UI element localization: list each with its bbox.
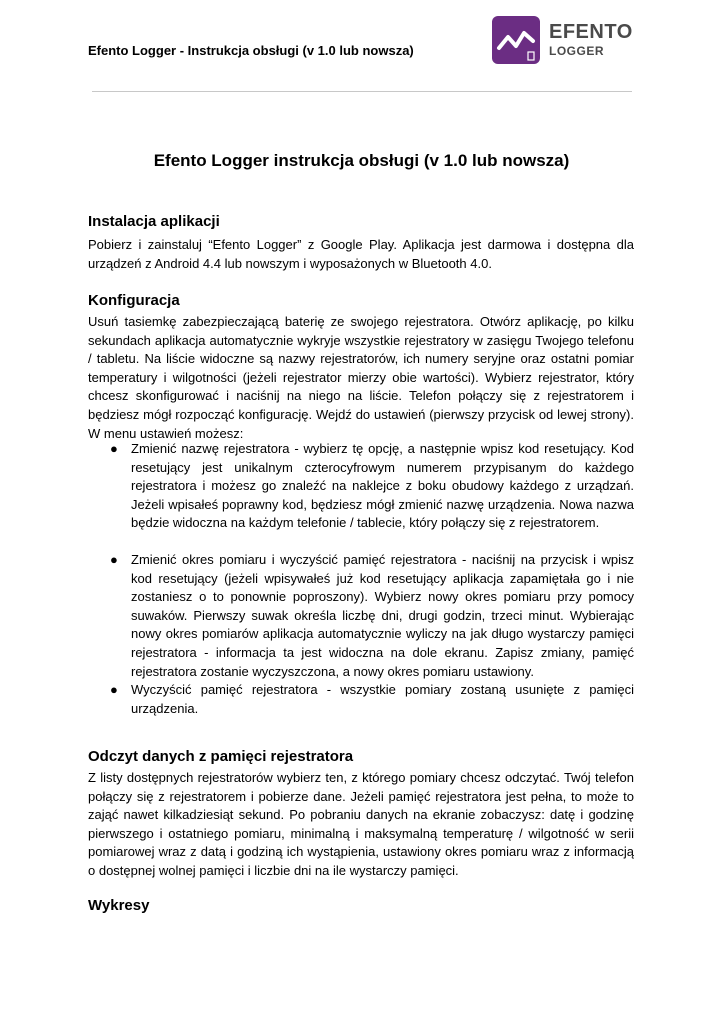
logo-mark: [492, 16, 540, 64]
wave-icon: [492, 16, 540, 64]
running-header: Efento Logger - Instrukcja obsługi (v 1.0 lub nowsza): [88, 43, 414, 58]
list-item: [88, 440, 634, 551]
read-paragraph: Z listy dostępnych rejestratorów wybierz ten, z którego pomiary chcesz odczytać. Twój telefon połączy się z rejestratorem i pobierze dane. Jeżeli pamięć rejestratora jest pełna, to może to zająć nawet kilkadziesiąt sekund. Po pobraniu danych na ekranie zobaczysz: datę i godzinę pierwszego i ostatniego pomiaru, minimalną i maksymalną temperaturę / wilgotność w serii pomiarowej wraz z datą i godziną ich wystąpienia, ustawiony okres pomiaru wraz z informacją o dostępnej wolnej pamięci i liczbie dni na ile wystarczy pamięci.: [88, 770, 634, 878]
logo-text-logger: LOGGER: [549, 44, 605, 58]
header-divider: [92, 91, 632, 92]
section-heading-config: Konfiguracja: [88, 292, 180, 309]
install-paragraph: Pobierz i zainstaluj “Efento Logger” z Google Play. Aplikacja jest darmowa i dostępna dla urządzeń z Android 4.4 lub nowszym i wyposażonych w Bluetooth 4.0.: [88, 237, 634, 271]
document-title: Efento Logger instrukcja obsługi (v 1.0 lub nowsza): [153, 151, 570, 170]
efento-logo: [492, 16, 632, 68]
list-item-text: Wyczyścić pamięć rejestratora - wszystkie pomiary zostaną usunięte z pamięci urządzenia.: [131, 682, 634, 716]
bullet: ●: [110, 682, 118, 697]
list-item-text: Zmienić okres pomiaru i wyczyścić pamięć rejestratora - naciśnij na przycisk i wpisz kod resetujący (jeżeli wpisywałeś już kod resetujący aplikacja zapamiętała go i nie zostaniesz o to ponownie poproszony). Wybierz nowy okres pomiaru przy pomocy suwaków. Pierwszy suwak określa liczbę dni, drugi godzin, trzeci minut. Wybierając nowy okres pomiarów aplikacja automatycznie wyliczy na jak długo wystarczy pamięci rejestratora - informacja ta jest widoczna na dole ekranu. Zapisz zmiany, pamięć rejestratora zostanie wyczyszczona, a nowy okres pomiaru ustawiony.: [131, 552, 634, 679]
section-heading-install: Instalacja aplikacji: [88, 213, 220, 230]
list-item-text: Zmienić nazwę rejestratora - wybierz tę opcję, a następnie wpisz kod resetujący. Kod resetujący jest unikalnym czterocyfrowym numerem przypisanym do każdego rejestratora i możesz go znaleźć na naklejce z boku obudowy każdego z urządzań. Jeżeli wpisałeś poprawny kod, będziesz mógł zmienić nazwę urządzenia. Nowa nazwa będzie widoczna na każdym telefonie / tablecie, który połączy się z rejestratorem.: [131, 441, 634, 531]
list-item: [88, 681, 634, 718]
bullet: ●: [110, 441, 118, 456]
section-heading-charts: Wykresy: [88, 897, 150, 914]
list-item: [88, 551, 634, 681]
config-options-list: [88, 440, 634, 718]
config-paragraph: Usuń tasiemkę zabezpieczającą baterię ze swojego rejestratora. Otwórz aplikację, po kilku sekundach aplikacja automatycznie wykryje wszystkie rejestratory w zasięgu Twojego telefonu / tabletu. Na liście widoczne są nazwy rejestratorów, ich numery seryjne oraz ostatni pomiar temperatury i wilgotności (jeżeli rejestrator mierzy obie wartości). Wybierz rejestrator, który chcesz skonfigurować i naciśnij na niego na liście. Telefon połączy się z rejestratorem i będziesz mógł rozpocząć konfigurację. Wejdź do ustawień (pierwszy przycisk od lewej strony). W menu ustawień możesz:: [88, 314, 634, 441]
bullet: ●: [110, 552, 118, 567]
logo-text-efento: EFENTO: [549, 21, 633, 43]
section-heading-read: Odczyt danych z pamięci rejestratora: [88, 748, 354, 765]
